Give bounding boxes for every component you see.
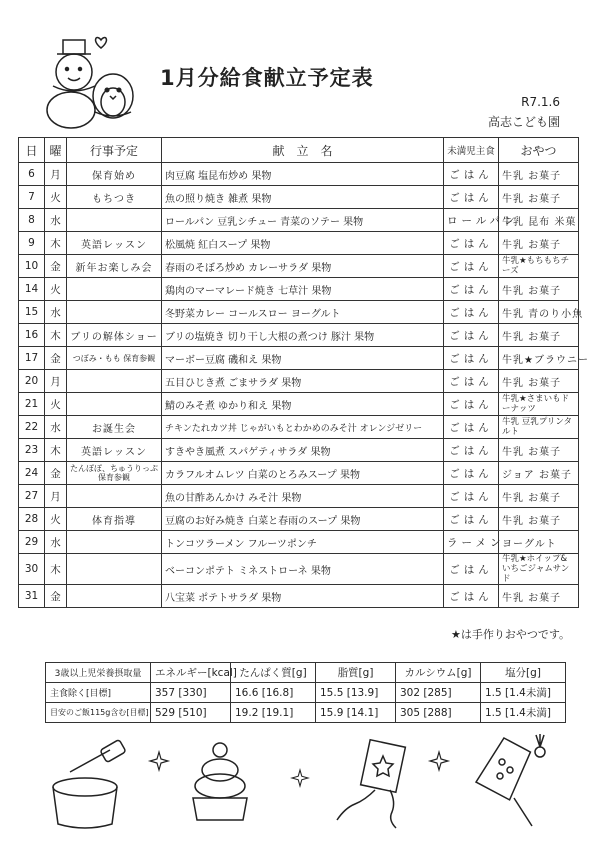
kite-icon bbox=[330, 738, 425, 833]
menu-staple: ラーメン bbox=[444, 531, 499, 554]
menu-row bbox=[19, 232, 579, 255]
menu-dishes: 八宝菜 ポテトサラダ 果物 bbox=[162, 585, 444, 608]
menu-row bbox=[19, 485, 579, 508]
menu-day: 30 bbox=[19, 554, 45, 585]
menu-event: 英語レッスン bbox=[67, 439, 162, 462]
nutrition-header-energy: エネルギー[kcal] bbox=[151, 663, 231, 683]
menu-staple: ごはん bbox=[444, 370, 499, 393]
menu-weekday: 木 bbox=[45, 439, 67, 462]
menu-row bbox=[19, 439, 579, 462]
menu-staple: ごはん bbox=[444, 232, 499, 255]
menu-snack: 牛乳 お菓子 bbox=[499, 278, 579, 301]
col-header-weekday: 曜 bbox=[45, 138, 67, 163]
menu-dishes: カラフルオムレツ 白菜のとろみスープ 果物 bbox=[162, 462, 444, 485]
menu-event bbox=[67, 370, 162, 393]
menu-weekday: 金 bbox=[45, 347, 67, 370]
sparkle-icon bbox=[430, 752, 448, 770]
menu-day: 7 bbox=[19, 186, 45, 209]
menu-weekday: 木 bbox=[45, 232, 67, 255]
menu-staple: ロールパン bbox=[444, 209, 499, 232]
menu-dishes: マーボー豆腐 磯和え 果物 bbox=[162, 347, 444, 370]
menu-day: 23 bbox=[19, 439, 45, 462]
col-header-event: 行事予定 bbox=[67, 138, 162, 163]
col-header-day: 日 bbox=[19, 138, 45, 163]
menu-table-header bbox=[19, 138, 579, 163]
menu-weekday: 月 bbox=[45, 370, 67, 393]
menu-dishes: 春雨のそぼろ炒め カレーサラダ 果物 bbox=[162, 255, 444, 278]
nutrition-energy: 529 [510] bbox=[151, 703, 231, 723]
page-title: 1月分給食献立予定表 bbox=[160, 66, 374, 90]
nutrition-header bbox=[46, 663, 566, 683]
nutrition-header-salt: 塩分[g] bbox=[481, 663, 566, 683]
menu-snack: 牛乳 お菓子 bbox=[499, 439, 579, 462]
menu-event bbox=[67, 209, 162, 232]
menu-row bbox=[19, 163, 579, 186]
menu-row bbox=[19, 186, 579, 209]
menu-staple: ごはん bbox=[444, 439, 499, 462]
menu-day: 17 bbox=[19, 347, 45, 370]
menu-day: 8 bbox=[19, 209, 45, 232]
menu-event: 新年お楽しみ会 bbox=[67, 255, 162, 278]
sparkle-icon bbox=[292, 770, 308, 786]
menu-row bbox=[19, 462, 579, 485]
menu-day: 21 bbox=[19, 393, 45, 416]
handmade-note: ★は手作りおやつです。 bbox=[451, 628, 570, 641]
menu-weekday: 火 bbox=[45, 393, 67, 416]
menu-event: お誕生会 bbox=[67, 416, 162, 439]
menu-day: 22 bbox=[19, 416, 45, 439]
menu-event: もちつき bbox=[67, 186, 162, 209]
menu-snack: 牛乳★もちもちチーズ bbox=[499, 255, 579, 278]
battledore-icon bbox=[470, 732, 555, 832]
nutrition-fat: 15.5 [13.9] bbox=[316, 683, 396, 703]
menu-weekday: 金 bbox=[45, 255, 67, 278]
menu-dishes: ロールパン 豆乳シチュー 青菜のソテー 果物 bbox=[162, 209, 444, 232]
menu-weekday: 火 bbox=[45, 278, 67, 301]
menu-weekday: 金 bbox=[45, 585, 67, 608]
menu-event: 英語レッスン bbox=[67, 232, 162, 255]
nutrition-header-calcium: カルシウム[g] bbox=[396, 663, 481, 683]
menu-snack: ヨーグルト bbox=[499, 531, 579, 554]
menu-snack: 牛乳 お菓子 bbox=[499, 508, 579, 531]
menu-day: 15 bbox=[19, 301, 45, 324]
menu-staple: ごはん bbox=[444, 508, 499, 531]
menu-row bbox=[19, 301, 579, 324]
menu-staple: ごはん bbox=[444, 347, 499, 370]
menu-dishes: 鯖のみそ煮 ゆかり和え 果物 bbox=[162, 393, 444, 416]
nutrition-protein: 16.6 [16.8] bbox=[231, 683, 316, 703]
menu-event: つぼみ・もも 保育参観 bbox=[67, 347, 162, 370]
menu-snack: 牛乳 お菓子 bbox=[499, 186, 579, 209]
menu-event bbox=[67, 393, 162, 416]
menu-row bbox=[19, 278, 579, 301]
menu-staple: ごはん bbox=[444, 554, 499, 585]
menu-dishes: トンコツラーメン フルーツポンチ bbox=[162, 531, 444, 554]
nutrition-protein: 19.2 [19.1] bbox=[231, 703, 316, 723]
menu-dishes: 豆腐のお好み焼き 白菜と春雨のスープ 果物 bbox=[162, 508, 444, 531]
menu-row bbox=[19, 531, 579, 554]
menu-staple: ごはん bbox=[444, 462, 499, 485]
menu-day: 9 bbox=[19, 232, 45, 255]
menu-weekday: 金 bbox=[45, 462, 67, 485]
menu-staple: ごはん bbox=[444, 485, 499, 508]
menu-event bbox=[67, 531, 162, 554]
menu-weekday: 水 bbox=[45, 209, 67, 232]
menu-snack: 牛乳 青のり小魚 bbox=[499, 301, 579, 324]
menu-day: 28 bbox=[19, 508, 45, 531]
menu-dishes: チキンたれカツ丼 じゃがいもとわかめのみそ汁 オレンジゼリー bbox=[162, 416, 444, 439]
menu-row bbox=[19, 508, 579, 531]
kagami-mochi-icon bbox=[185, 738, 255, 823]
menu-dishes: ベーコンポテト ミネストローネ 果物 bbox=[162, 554, 444, 585]
menu-staple: ごはん bbox=[444, 301, 499, 324]
menu-weekday: 月 bbox=[45, 163, 67, 186]
col-header-snack: おやつ bbox=[499, 138, 579, 163]
menu-snack: 牛乳 豆乳プリンタルト bbox=[499, 416, 579, 439]
menu-event: 体育指導 bbox=[67, 508, 162, 531]
menu-snack: 牛乳 お菓子 bbox=[499, 163, 579, 186]
menu-event: 保育始め bbox=[67, 163, 162, 186]
nutrition-energy: 357 [330] bbox=[151, 683, 231, 703]
menu-dishes: 魚の甘酢あんかけ みそ汁 果物 bbox=[162, 485, 444, 508]
menu-dishes: ブリの塩焼き 切り干し大根の煮つけ 豚汁 果物 bbox=[162, 324, 444, 347]
menu-day: 24 bbox=[19, 462, 45, 485]
menu-row bbox=[19, 554, 579, 585]
menu-staple: ごはん bbox=[444, 278, 499, 301]
menu-event: ブリの解体ショー bbox=[67, 324, 162, 347]
nutrition-calcium: 302 [285] bbox=[396, 683, 481, 703]
menu-day: 27 bbox=[19, 485, 45, 508]
menu-row bbox=[19, 255, 579, 278]
menu-day: 16 bbox=[19, 324, 45, 347]
menu-dishes: 肉豆腐 塩昆布炒め 果物 bbox=[162, 163, 444, 186]
nutrition-row-label: 目安のご飯115g含む[目標] bbox=[46, 703, 151, 723]
sparkle-icon bbox=[150, 752, 168, 770]
menu-day: 29 bbox=[19, 531, 45, 554]
col-header-rice: 未満児主食 bbox=[444, 138, 499, 163]
menu-weekday: 水 bbox=[45, 301, 67, 324]
menu-weekday: 木 bbox=[45, 554, 67, 585]
menu-staple: ごはん bbox=[444, 416, 499, 439]
menu-day: 31 bbox=[19, 585, 45, 608]
menu-event bbox=[67, 585, 162, 608]
col-header-menu: 献 立 名 bbox=[162, 138, 444, 163]
menu-weekday: 火 bbox=[45, 508, 67, 531]
menu-event bbox=[67, 278, 162, 301]
menu-weekday: 水 bbox=[45, 531, 67, 554]
menu-event: たんぽぽ、ちゅうりっぷ保育参観 bbox=[67, 462, 162, 485]
menu-weekday: 月 bbox=[45, 485, 67, 508]
menu-dishes: 松風焼 紅白スープ 果物 bbox=[162, 232, 444, 255]
nutrition-row-label: 主食除く[目標] bbox=[46, 683, 151, 703]
menu-day: 20 bbox=[19, 370, 45, 393]
nutrition-row bbox=[46, 683, 566, 703]
nutrition-table bbox=[45, 662, 566, 723]
menu-staple: ごはん bbox=[444, 255, 499, 278]
menu-snack: 牛乳 お菓子 bbox=[499, 485, 579, 508]
issue-date: R7.1.6 bbox=[521, 95, 560, 109]
menu-weekday: 火 bbox=[45, 186, 67, 209]
menu-row bbox=[19, 347, 579, 370]
nutrition-header-protein: たんぱく質[g] bbox=[231, 663, 316, 683]
menu-event bbox=[67, 485, 162, 508]
menu-staple: ごはん bbox=[444, 186, 499, 209]
menu-row bbox=[19, 416, 579, 439]
menu-row bbox=[19, 370, 579, 393]
menu-row bbox=[19, 585, 579, 608]
menu-snack: 牛乳 お菓子 bbox=[499, 232, 579, 255]
menu-event bbox=[67, 301, 162, 324]
menu-dishes: 五目ひじき煮 ごまサラダ 果物 bbox=[162, 370, 444, 393]
menu-dishes: 鶏肉のマーマレード焼き 七草汁 果物 bbox=[162, 278, 444, 301]
menu-event bbox=[67, 554, 162, 585]
menu-snack: 牛乳★ブラウニー bbox=[499, 347, 579, 370]
menu-row bbox=[19, 393, 579, 416]
menu-table bbox=[18, 137, 589, 608]
menu-staple: ごはん bbox=[444, 393, 499, 416]
nutrition-header-fat: 脂質[g] bbox=[316, 663, 396, 683]
snowman-penguin-illustration bbox=[35, 32, 145, 132]
menu-snack: 牛乳★ホイップ&いちごジャムサンド bbox=[499, 554, 579, 585]
menu-day: 14 bbox=[19, 278, 45, 301]
menu-snack: 牛乳★さまいもドーナッツ bbox=[499, 393, 579, 416]
menu-staple: ごはん bbox=[444, 324, 499, 347]
nutrition-calcium: 305 [288] bbox=[396, 703, 481, 723]
menu-weekday: 木 bbox=[45, 324, 67, 347]
nutrition-row bbox=[46, 703, 566, 723]
menu-snack: 牛乳 お菓子 bbox=[499, 370, 579, 393]
menu-staple: ごはん bbox=[444, 163, 499, 186]
menu-day: 6 bbox=[19, 163, 45, 186]
organization-name: 高志こども園 bbox=[487, 115, 560, 129]
nutrition-salt: 1.5 [1.4未満] bbox=[481, 703, 566, 723]
menu-row bbox=[19, 324, 579, 347]
menu-snack: ジョア お菓子 bbox=[499, 462, 579, 485]
menu-dishes: 魚の照り焼き 雑煮 果物 bbox=[162, 186, 444, 209]
nutrition-salt: 1.5 [1.4未満] bbox=[481, 683, 566, 703]
menu-dishes: 冬野菜カレー コールスロー ヨーグルト bbox=[162, 301, 444, 324]
menu-dishes: すきやき風煮 スパゲティサラダ 果物 bbox=[162, 439, 444, 462]
menu-snack: 牛乳 昆布 米菓 bbox=[499, 209, 579, 232]
menu-snack: 牛乳 お菓子 bbox=[499, 324, 579, 347]
menu-staple: ごはん bbox=[444, 585, 499, 608]
nutrition-header-label: 3歳以上児栄養摂取量 bbox=[46, 663, 151, 683]
mochi-pounding-icon bbox=[40, 742, 135, 832]
nutrition-fat: 15.9 [14.1] bbox=[316, 703, 396, 723]
menu-day: 10 bbox=[19, 255, 45, 278]
menu-weekday: 水 bbox=[45, 416, 67, 439]
menu-row bbox=[19, 209, 579, 232]
menu-snack: 牛乳 お菓子 bbox=[499, 585, 579, 608]
